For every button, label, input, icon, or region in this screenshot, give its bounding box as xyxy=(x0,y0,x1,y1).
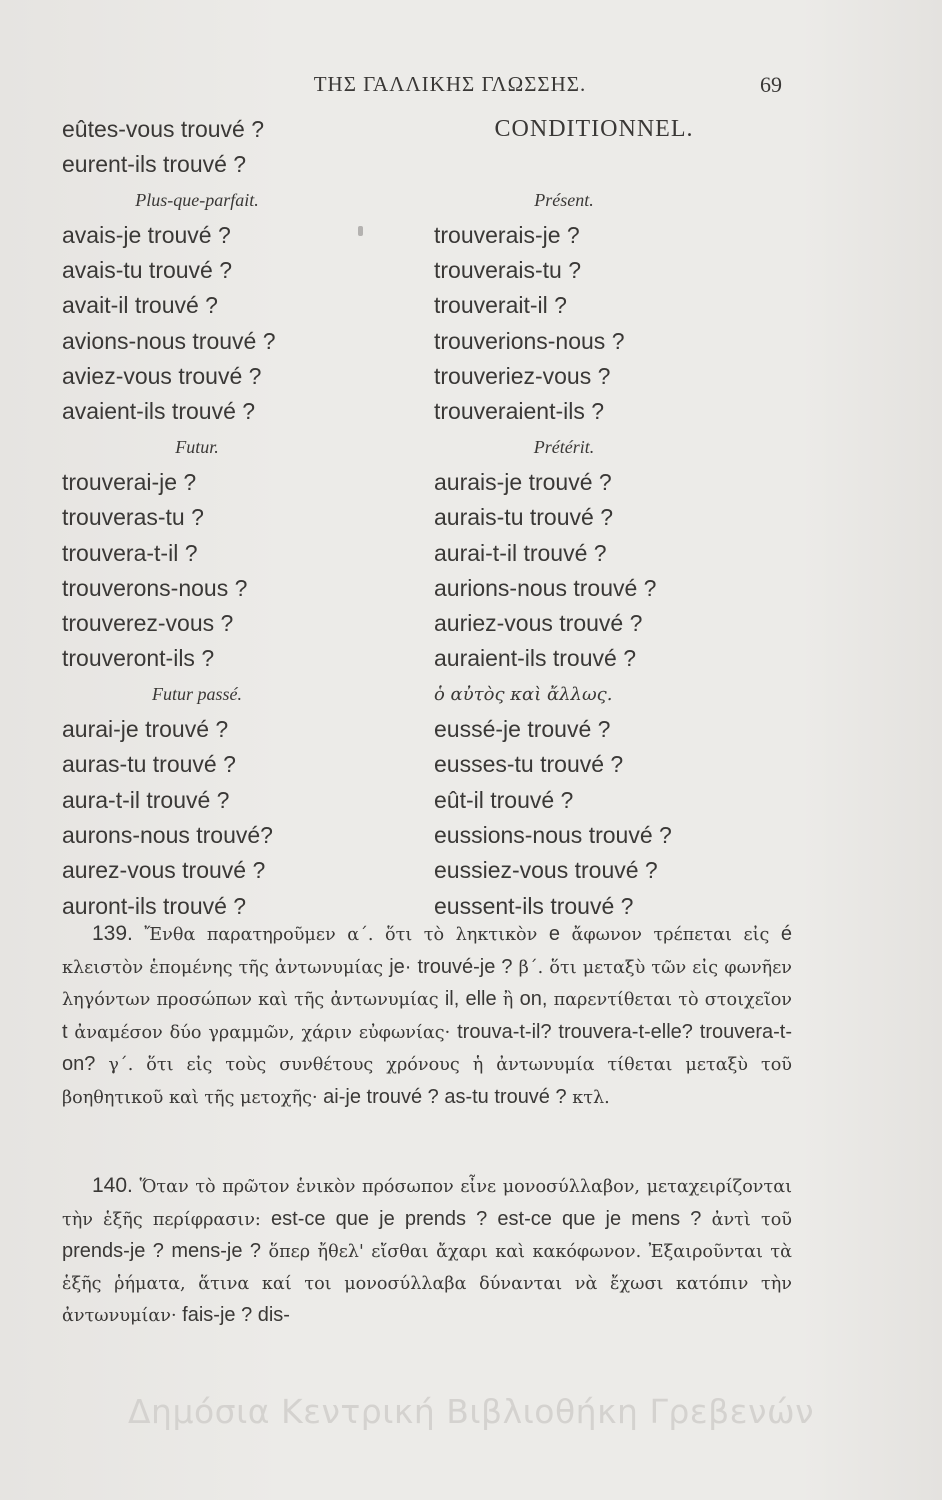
french-example: é xyxy=(780,923,793,945)
conjugation-line: trouveront-ils ? xyxy=(62,645,215,672)
greek-text: γ΄. ὅτι εἰς τοὺς συνθέτους χρόνους ἡ ἀντωνυμία τίθεται μεταξὺ τοῦ βοηθητικοῦ καὶ τῆς μετοχῆς· xyxy=(62,1055,792,1108)
conjugation-line: avais-tu trouvé ? xyxy=(62,257,233,284)
conjugation-line: trouverait-il ? xyxy=(434,292,567,319)
conjugation-line: aurais-tu trouvé ? xyxy=(434,504,613,531)
tense-heading: Prétérit. xyxy=(533,436,595,457)
conjugation-line: avait-il trouvé ? xyxy=(62,292,218,319)
paragraph-139 xyxy=(62,918,792,1114)
conjugation-line: trouverais-je ? xyxy=(434,221,580,248)
conjugation-line: aura-t-il trouvé ? xyxy=(62,786,230,813)
conjugation-line: aurais-je trouvé ? xyxy=(434,468,612,495)
french-example: prends-je ? mens-je ? xyxy=(62,1240,262,1262)
conjugation-line: eussiez-vous trouvé ? xyxy=(434,857,658,884)
tense-heading: Futur passé. xyxy=(152,683,242,704)
conjugation-line: trouveriez-vous ? xyxy=(434,363,611,390)
conjugation-line: avais-je trouvé ? xyxy=(62,221,231,248)
french-example: e xyxy=(548,923,560,945)
tense-heading: Plus-que-parfait. xyxy=(135,189,259,210)
greek-text: β΄. ὅτι μεταξὺ τῶν εἰς φωνῆεν ληγόντων προσώπων καὶ τῆς ἀντωνυμίας xyxy=(62,957,793,1010)
conjugation-line: eussent-ils trouvé ? xyxy=(434,892,634,919)
mood-heading: CONDITIONNEL. xyxy=(494,116,694,142)
french-example: on, xyxy=(519,988,548,1010)
conjugation-line: eussé-je trouvé ? xyxy=(434,716,611,743)
greek-text: κλειστὸν ἑπομένης τῆς ἀντωνυμίας xyxy=(62,957,390,978)
conjugation-line: trouveraient-ils ? xyxy=(434,398,605,425)
conjugation-line: auriez-vous trouvé ? xyxy=(434,610,643,637)
library-watermark: Δημόσια Κεντρική Βιβλιοθήκη Γρεβενών xyxy=(127,1392,815,1431)
conjugation-line: trouverez-vous ? xyxy=(62,610,234,637)
right-conjugation-column xyxy=(434,112,774,924)
greek-text: Ὅταν τὸ πρῶτον ἑνικὸν πρόσωπον εἶνε μονοσύλλαβον, μεταχειρίζονται τὴν ἑξῆς περίφρασιν: xyxy=(62,1177,792,1230)
spacer xyxy=(434,147,774,182)
conjugation-line: avaient-ils trouvé ? xyxy=(62,398,256,425)
running-head: ΤΗΣ ΓΑΛΛΙΚΗΣ ΓΛΩΣΣΗΣ. xyxy=(313,72,587,96)
french-example: est-ce que je prends ? est-ce que je mens ? xyxy=(271,1207,702,1230)
conjugation-line: auraient-ils trouvé ? xyxy=(434,645,636,672)
french-example: je· trouvé-je ? xyxy=(389,955,513,978)
french-example: fais-je ? dis- xyxy=(182,1304,290,1326)
conjugation-line: aviez-vous trouvé ? xyxy=(62,363,262,390)
paragraph-number: 140. xyxy=(92,1174,133,1197)
conjugation-line: trouverais-tu ? xyxy=(434,257,582,284)
greek-note: ὁ αὐτὸς καὶ ἄλλως. xyxy=(434,683,613,705)
conjugation-line: auras-tu trouvé ? xyxy=(62,751,236,778)
greek-text: Ἔνθα παρατηροῦμεν α΄. ὅτι τὸ ληκτικὸν xyxy=(132,925,549,945)
greek-text: ἢ xyxy=(496,990,520,1010)
left-conjugation-column xyxy=(62,112,392,924)
conjugation-line: auront-ils trouvé ? xyxy=(62,892,247,919)
conjugation-line: eussions-nous trouvé ? xyxy=(434,821,672,848)
conjugation-line: avions-nous trouvé ? xyxy=(62,327,276,354)
conjugation-line: aurions-nous trouvé ? xyxy=(434,574,657,601)
conjugation-line: trouveras-tu ? xyxy=(62,504,204,531)
french-example: t xyxy=(62,1020,68,1043)
conjugation-line: aurai-je trouvé ? xyxy=(62,716,229,743)
conjugation-line: trouvera-t-il ? xyxy=(62,539,198,566)
french-example: trouva-t-il? trouvera-t-elle? trouvera-t-on? xyxy=(62,1020,793,1075)
tense-heading: Futur. xyxy=(175,436,219,457)
conjugation-line: eurent-ils trouvé ? xyxy=(62,151,247,178)
conjugation-line: trouverons-nous ? xyxy=(62,574,248,601)
french-example: il, elle xyxy=(444,988,497,1010)
french-example: ai-je trouvé ? as-tu trouvé ? xyxy=(323,1085,567,1108)
greek-text: κτλ. xyxy=(566,1087,610,1108)
conjugation-line: aurai-t-il trouvé ? xyxy=(434,539,607,566)
page-number: 69 xyxy=(760,72,782,97)
conjugation-line: eût-il trouvé ? xyxy=(434,786,574,813)
greek-text: ἀναμέσον δύο γραμμῶν, χάριν εὐφωνίας· xyxy=(67,1022,458,1043)
conjugation-line: aurez-vous trouvé ? xyxy=(62,857,266,884)
greek-text: ἀντὶ τοῦ xyxy=(701,1209,792,1230)
conjugation-line: trouverions-nous ? xyxy=(434,327,625,354)
conjugation-line: eûtes-vous trouvé ? xyxy=(62,116,265,142)
greek-text: ὅπερ ἤθελ' εἴσθαι ἄχαρι καὶ κακόφωνον. Ἐξαιροῦνται τὰ ἑξῆς ῥήματα, ἅτινα καί τοι μονοσύλλαβα δύνανται νὰ ἔχωσι κατόπιν τὴν ἀντωνυμίαν· xyxy=(62,1242,793,1326)
conjugation-line: trouverai-je ? xyxy=(62,468,197,495)
conjugation-line: eusses-tu trouvé ? xyxy=(434,751,624,778)
greek-text: ἄφωνον τρέπεται εἰς xyxy=(559,925,781,945)
greek-text: παρεντίθεται τὸ στοιχεῖον xyxy=(547,990,793,1010)
paragraph-number: 139. xyxy=(92,922,133,945)
paragraph-140 xyxy=(62,1170,792,1333)
tense-heading: Présent. xyxy=(534,189,594,210)
conjugation-line: aurons-nous trouvé? xyxy=(62,821,273,848)
